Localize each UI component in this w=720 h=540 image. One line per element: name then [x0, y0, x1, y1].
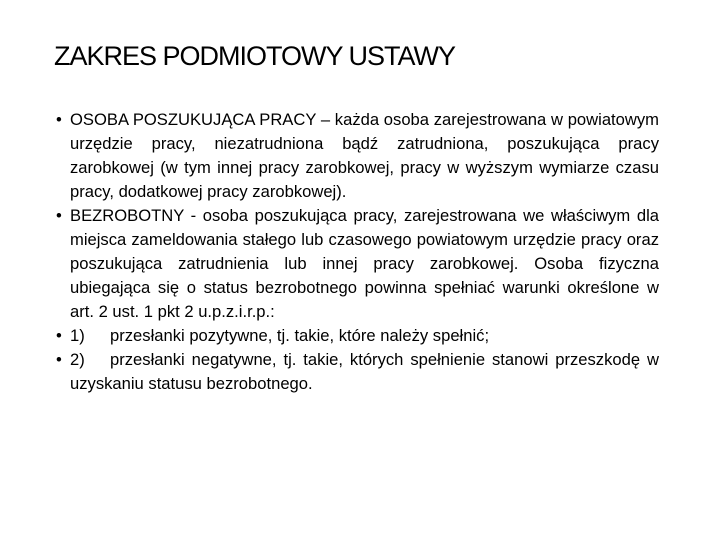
bullet-item-job-seeker	[54, 108, 659, 204]
bullet-marker: •	[56, 110, 62, 129]
bullet-number: 1)	[70, 326, 85, 345]
bullet-text: przesłanki pozytywne, tj. takie, które należy spełnić;	[110, 326, 490, 345]
bullet-text: OSOBA POSZUKUJĄCA PRACY – każda osoba zarejestrowana w powiatowym urzędzie pracy, niezatrudniona bądź zatrudniona, poszukująca pracy zarobkowej (w tym innej pracy zarobkowej, pracy w wyższym wymiarze czasu pracy, dodatkowej pracy zarobkowej).	[70, 110, 659, 201]
slide-title: ZAKRES PODMIOTOWY USTAWY	[54, 41, 456, 71]
bullet-text: przesłanki negatywne, tj. takie, których spełnienie stanowi przeszkodę w uzyskaniu statusu bezrobotnego.	[70, 350, 659, 393]
bullet-marker: •	[56, 206, 62, 225]
bullet-number: 2)	[70, 350, 85, 369]
bullet-item-positive-conditions	[54, 324, 659, 348]
bullet-item-unemployed	[54, 204, 659, 324]
bullet-list	[54, 108, 659, 396]
bullet-marker: •	[56, 326, 62, 345]
bullet-text: BEZROBOTNY - osoba poszukująca pracy, zarejestrowana we właściwym dla miejsca zameldowania stałego lub czasowego powiatowym urzędzie pracy oraz poszukująca zatrudnienia lub innej pracy zarobkowej. Osoba fizyczna ubiegająca się o status bezrobotnego powinna spełniać warunki określone w art. 2 ust. 1 pkt 2 u.p.z.i.r.p.:	[70, 206, 659, 321]
bullet-item-negative-conditions	[54, 348, 659, 396]
bullet-marker: •	[56, 350, 62, 369]
